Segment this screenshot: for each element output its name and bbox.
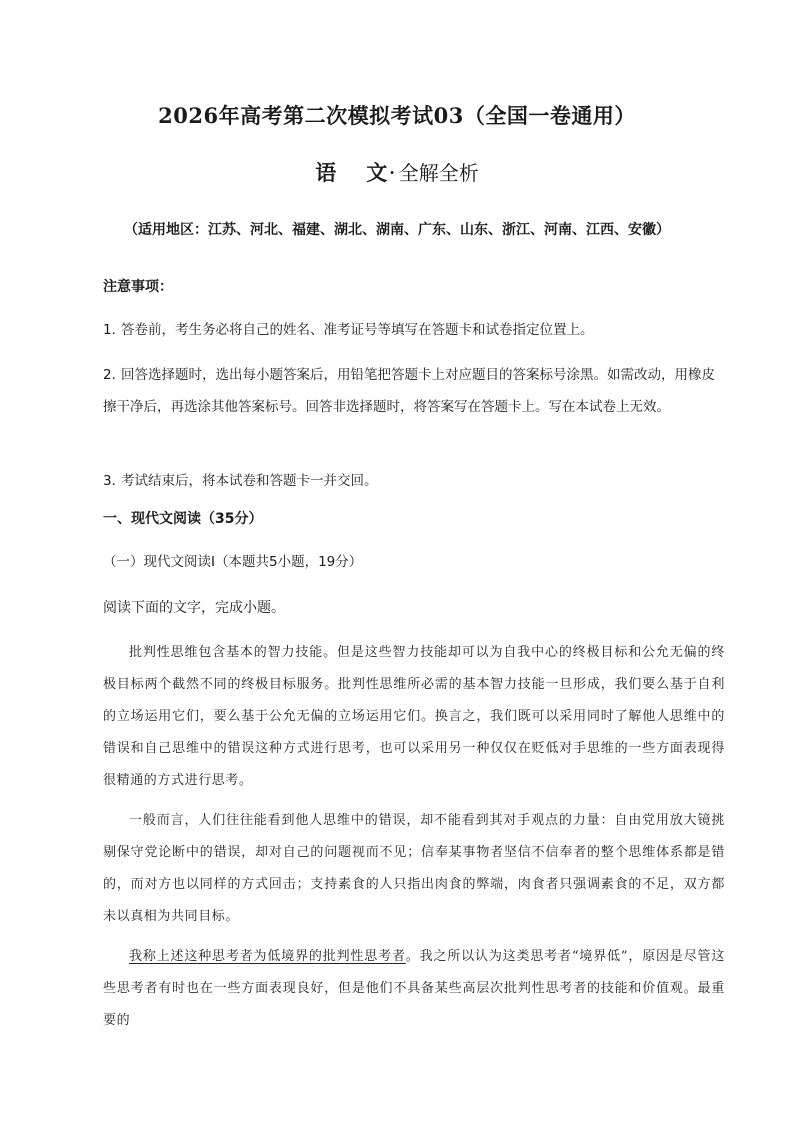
subtitle-tail: 全解全析 (398, 161, 479, 185)
separator-dot: · (389, 163, 395, 182)
underlined-sentence: 我称上述这种思考者为低境界的批判性思考者 (129, 949, 406, 964)
notice-heading: 注意事项： (103, 279, 173, 295)
notice-item (103, 314, 728, 346)
exam-subtitle (0, 157, 794, 187)
notice-item-text: 考试结束后，将本试卷和答题卡一并交回。 (121, 473, 378, 489)
notice-item-text: 回答选择题时，选出每小题答案后，用铅笔把答题卡上对应题目的答案标号涂黑。如需改动，用橡皮擦干净后，再选涂其他答案标号。回答非选择题时，将答案写在答题卡上。写在本试卷上无效。 (103, 367, 715, 415)
paragraph-3-rest: 。我之所以认为这类思考者“境界低”，原因是尽管这些思考者有时也在一些方面表现良好，但是他们不具备某些高层次批判性思考者的技能和价值观。最重要的 (103, 949, 725, 1028)
section-heading: 一、现代文阅读（35分） (103, 511, 263, 527)
exam-title: 2026年高考第二次模拟考试03（全国一卷通用） (158, 103, 636, 128)
notice-item-number: 3． (103, 473, 126, 489)
passage-paragraph-3 (103, 941, 725, 1037)
notice-item-number: 2． (103, 367, 126, 383)
subject-char-2: 文 (366, 160, 388, 185)
notice-item-number: 1． (103, 322, 126, 338)
subject-char-1: 语 (315, 160, 337, 185)
notice-item (103, 465, 728, 497)
reading-instruction: 阅读下面的文字，完成小题。 (103, 600, 285, 616)
notice-item-text: 答卷前，考生务必将自己的姓名、准考证号等填写在答题卡和试卷指定位置上。 (121, 322, 594, 338)
passage-paragraph-1: 批判性思维包含基本的智力技能。但是这些智力技能却可以为自我中心的终极目标和公允无偏的终极目标两个截然不同的终极目标服务。批判性思维所必需的基本智力技能一旦形成，我们要么基于自利的立场运用它们，要么基于公允无偏的立场运用它们。换言之，我们既可以采用同时了解他人思维中的错误和自己思维中的错误这种方式进行思考，也可以采用另一种仅仅在贬低对手思维的一些方面表现得很精通的方式进行思考。 (103, 645, 725, 788)
sub-section-heading: （一）现代文阅读Ⅰ（本题共5小题，19分） (103, 554, 363, 570)
passage-paragraph-2: 一般而言，人们往往能看到他人思维中的错误，却不能看到其对手观点的力量：自由党用放大镜挑剔保守党论断中的错误，却对自己的问题视而不见；信奉某事物者坚信不信奉者的整个思维体系都是错的，而对方也以同样的方式回击；支持素食的人只指出肉食的弊端，肉食者只强调素食的不足，双方都未以真相为共同目标。 (103, 813, 725, 924)
notice-item (103, 359, 728, 423)
applicable-regions: （适用地区：江苏、河北、福建、湖北、湖南、广东、山东、浙江、河南、江西、安徽） (124, 222, 670, 238)
